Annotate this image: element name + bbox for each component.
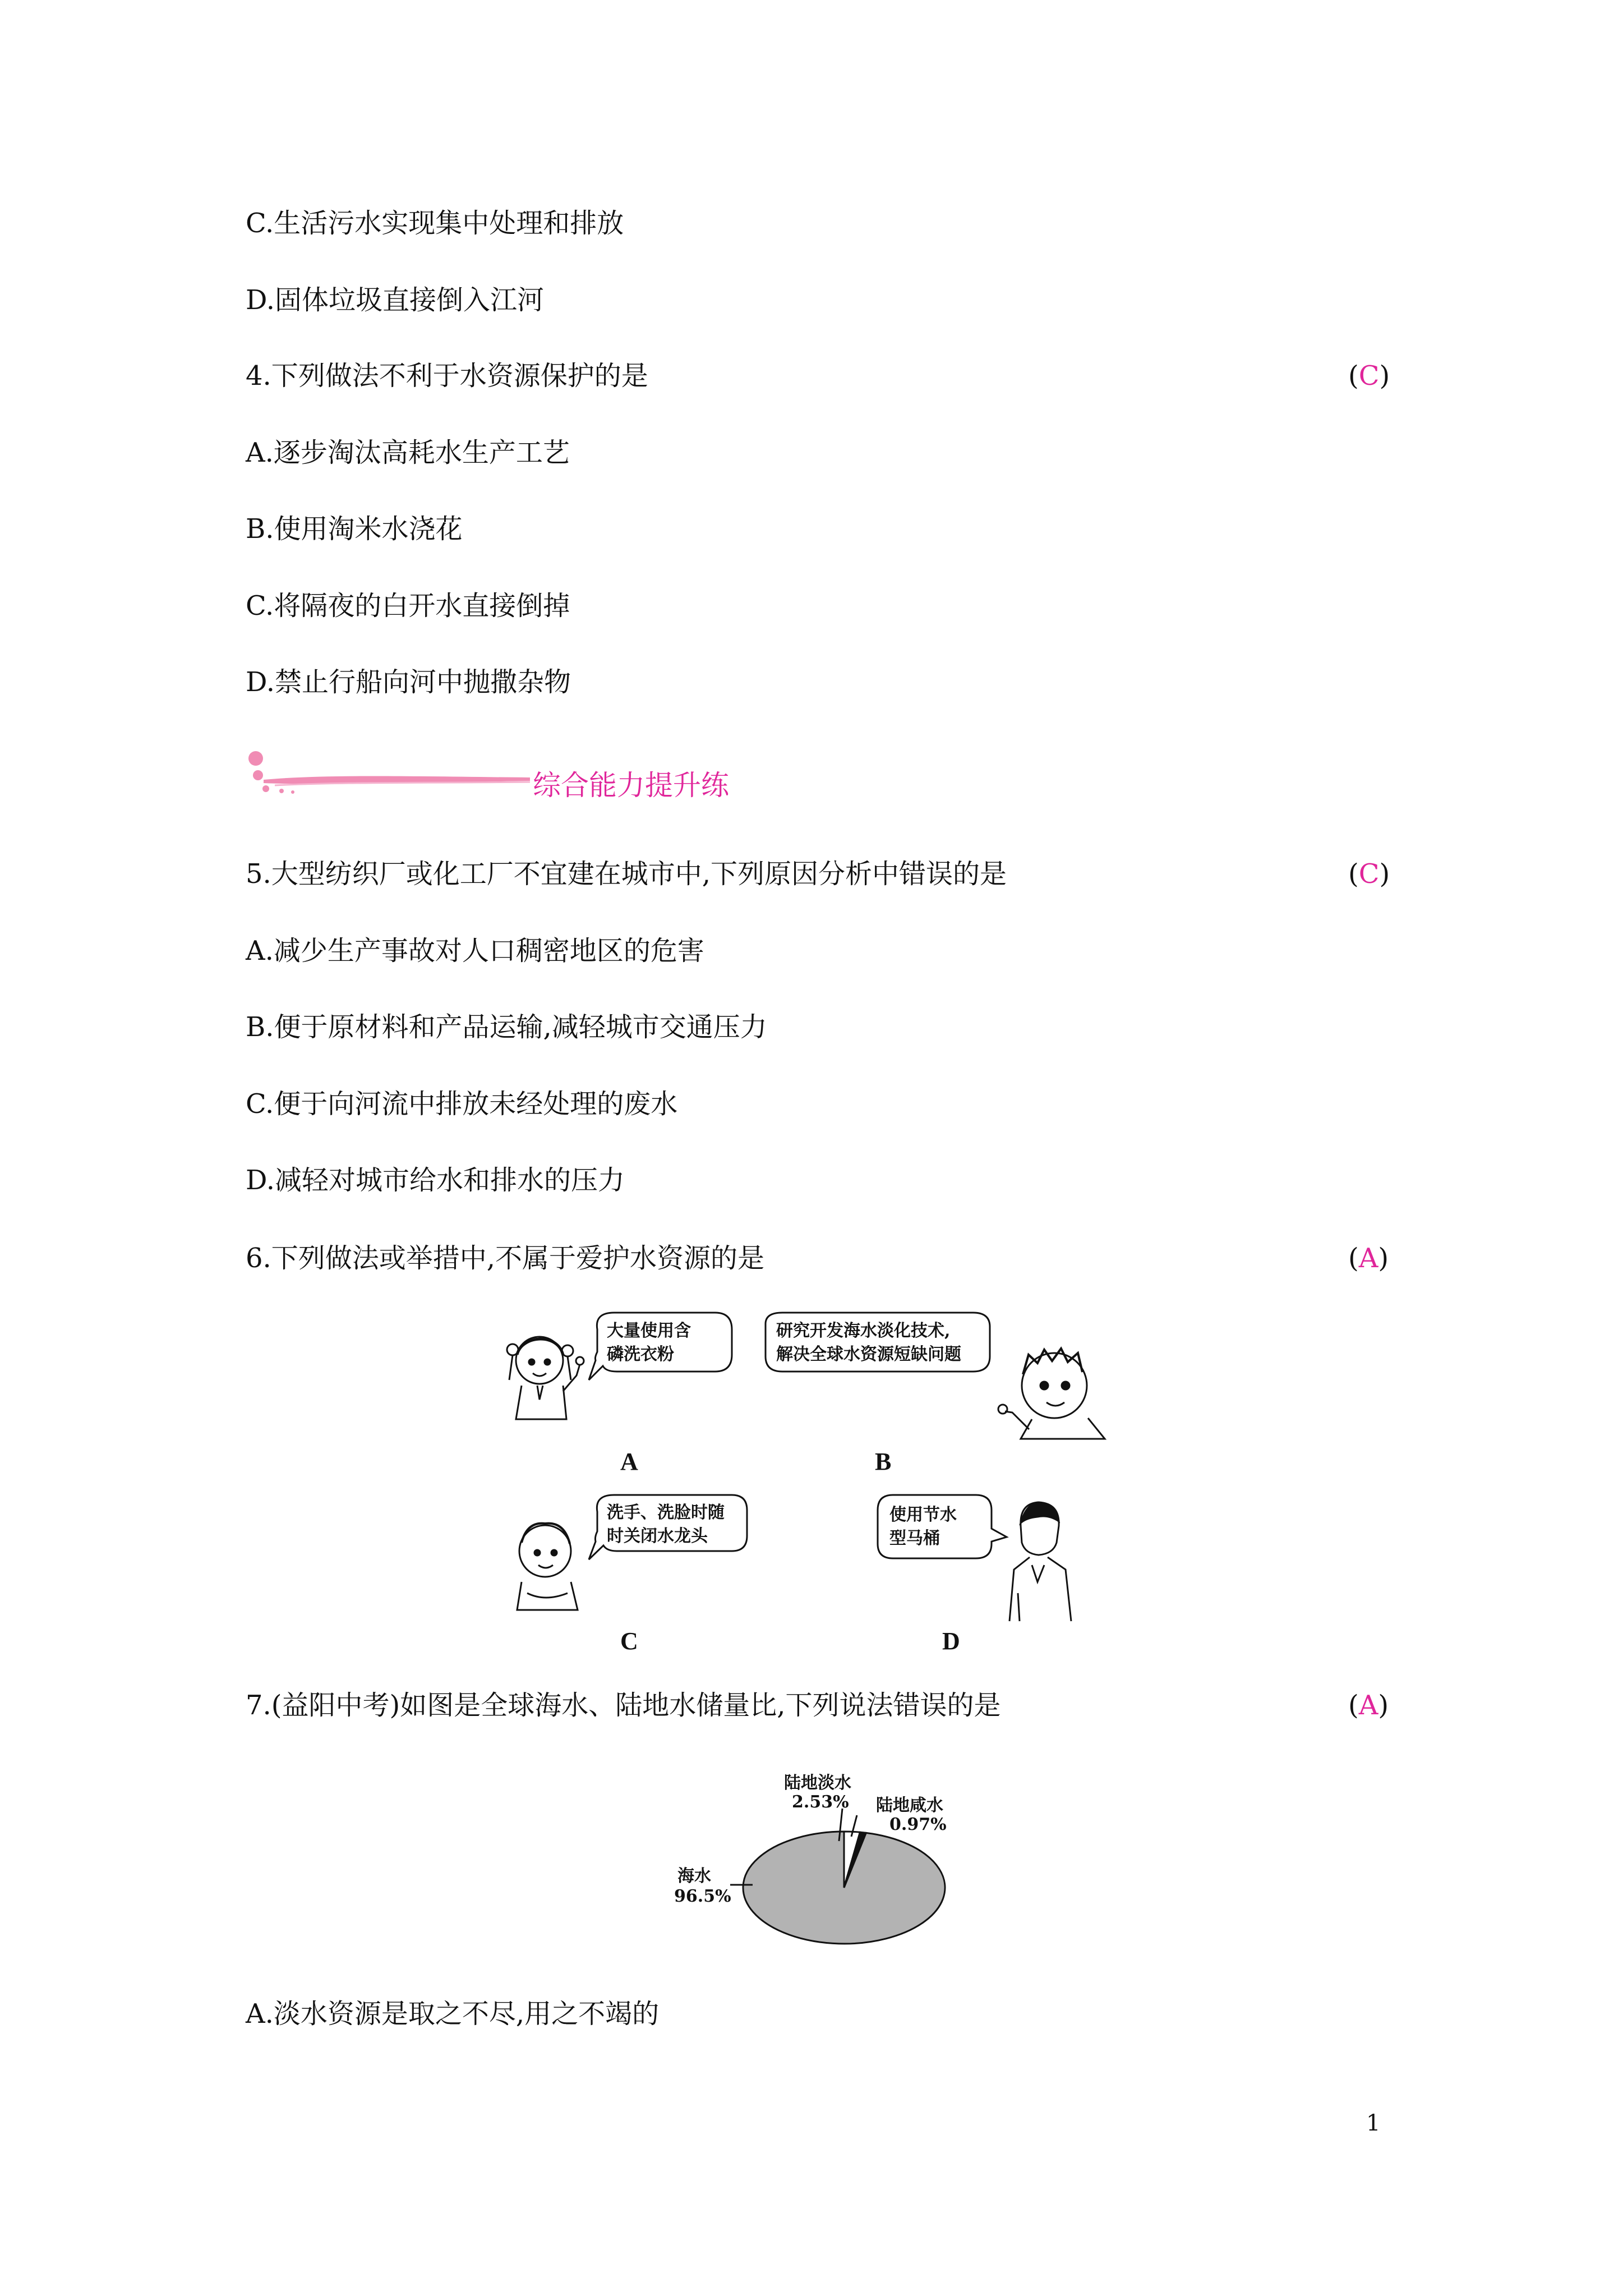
paren-close: ) <box>1379 858 1390 890</box>
q4-option-d: D.禁止行船向河中抛撒杂物 <box>246 666 571 698</box>
choice-label-a: A <box>620 1448 638 1475</box>
question-7: 7.(益阳中考)如图是全球海水、陆地水储量比,下列说法错误的是 <box>246 1690 1001 1721</box>
slice-name-sea: 海水 <box>677 1866 711 1886</box>
panel-b <box>766 1313 1105 1475</box>
paren-open: ( <box>1348 360 1359 392</box>
answer-letter: C <box>1358 360 1380 392</box>
speech-bubble-d <box>878 1495 1007 1558</box>
answer-q4 <box>1348 359 1390 393</box>
q5-option-b: B.便于原材料和产品运输,减轻城市交通压力 <box>246 1011 767 1043</box>
q3-option-c: C.生活污水实现集中处理和排放 <box>246 208 624 239</box>
q5-option-c: C.便于向河流中排放未经处理的废水 <box>246 1088 678 1120</box>
paren-close: ) <box>1378 1243 1389 1274</box>
question-6: 6.下列做法或举措中,不属于爱护水资源的是 <box>246 1243 765 1274</box>
q4-option-a: A.逐步淘汰高耗水生产工艺 <box>246 437 570 468</box>
bubble-c-line1: 洗手、洗脸时随 <box>607 1503 725 1522</box>
answer-letter: C <box>1358 858 1380 890</box>
choice-label-c: C <box>620 1627 638 1655</box>
slice-label-fresh: 2.53% <box>792 1792 849 1812</box>
slice-label-salt: 0.97% <box>889 1815 947 1834</box>
bubble-b-line2: 解决全球水资源短缺问题 <box>776 1345 961 1364</box>
question-5: 5.大型纺织厂或化工厂不宜建在城市中,下列原因分析中错误的是 <box>246 858 1007 890</box>
girl-illustration <box>507 1337 584 1419</box>
paren-open: ( <box>1348 1243 1359 1274</box>
q5-option-a: A.减少生产事故对人口稠密地区的危害 <box>246 935 704 967</box>
bubble-a-line2: 磷洗衣粉 <box>607 1345 674 1364</box>
section-ribbon-decoration <box>241 746 533 813</box>
pie-slices <box>743 1832 945 1944</box>
paren-close: ) <box>1379 360 1390 392</box>
q5-option-d: D.减轻对城市给水和排水的压力 <box>246 1165 625 1196</box>
answer-q5 <box>1348 857 1390 891</box>
choice-label-d: D <box>942 1627 960 1655</box>
bubble-b-line1: 研究开发海水淡化技术, <box>776 1321 951 1341</box>
answer-letter: A <box>1358 1690 1378 1721</box>
bubble-a-line1: 大量使用含 <box>607 1321 691 1341</box>
water-storage-pie-chart <box>634 1767 970 1958</box>
q4-option-c: C.将隔夜的白开水直接倒掉 <box>246 590 570 622</box>
panel-d <box>878 1495 1071 1655</box>
page-number: 1 <box>1366 2110 1381 2136</box>
boy-illustration-c <box>517 1524 578 1610</box>
bubble-d-line2: 型马桶 <box>889 1529 940 1548</box>
panel-c <box>517 1495 747 1655</box>
slice-name-fresh: 陆地淡水 <box>784 1773 851 1793</box>
bubble-d-line1: 使用节水 <box>889 1505 957 1525</box>
answer-q7 <box>1348 1688 1389 1722</box>
answer-q6 <box>1348 1241 1389 1275</box>
question-4: 4.下列做法不利于水资源保护的是 <box>246 360 648 392</box>
slice-label-sea: 96.5% <box>674 1887 731 1906</box>
paren-open: ( <box>1348 858 1359 890</box>
bubble-c-line2: 时关闭水龙头 <box>607 1526 708 1546</box>
panel-a <box>507 1313 732 1475</box>
q4-option-b: B.使用淘米水浇花 <box>246 513 463 545</box>
man-illustration <box>1009 1502 1071 1621</box>
slice-name-salt: 陆地咸水 <box>876 1796 943 1815</box>
paren-open: ( <box>1348 1690 1359 1721</box>
boy-illustration-b <box>998 1349 1105 1439</box>
paren-close: ) <box>1378 1690 1389 1721</box>
section-title: 综合能力提升练 <box>533 769 729 802</box>
q6-figure <box>505 1301 1122 1660</box>
answer-letter: A <box>1358 1243 1378 1274</box>
q3-option-d: D.固体垃圾直接倒入江河 <box>246 284 545 316</box>
choice-label-b: B <box>875 1448 892 1475</box>
q7-option-a: A.淡水资源是取之不尽,用之不竭的 <box>246 1998 660 2030</box>
